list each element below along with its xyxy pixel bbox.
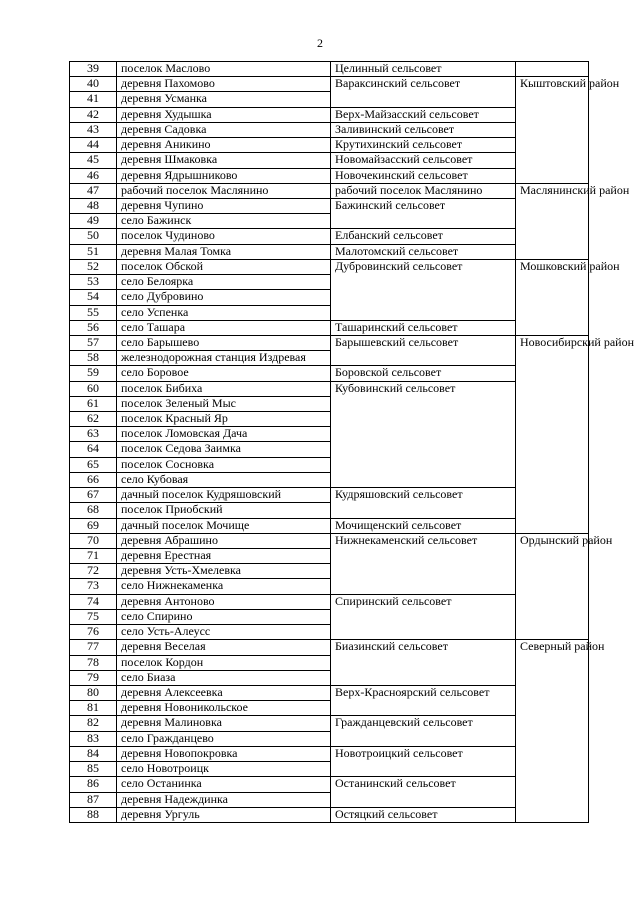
row-number: 55	[70, 305, 117, 320]
settlement-name: село Гражданцево	[117, 731, 331, 746]
table-row	[70, 62, 589, 77]
table-row	[70, 366, 589, 381]
row-number: 54	[70, 290, 117, 305]
row-number: 67	[70, 488, 117, 503]
settlement-name: поселок Обской	[117, 259, 331, 274]
district-name: Ордынский район	[516, 533, 589, 640]
council-name: Боровской сельсовет	[331, 366, 516, 381]
row-number: 62	[70, 412, 117, 427]
table-row	[70, 77, 589, 92]
council-name: Елбанский сельсовет	[331, 229, 516, 244]
settlement-name: деревня Малиновка	[117, 716, 331, 731]
settlements-table-body	[70, 61, 634, 823]
council-name: Заливинский сельсовет	[331, 122, 516, 137]
settlement-name: поселок Чудиново	[117, 229, 331, 244]
settlement-name: село Дубровино	[117, 290, 331, 305]
council-name: Малотомский сельсовет	[331, 244, 516, 259]
row-number: 48	[70, 198, 117, 213]
settlement-name: село Белоярка	[117, 275, 331, 290]
council-name: Вараксинский сельсовет	[331, 77, 516, 107]
row-number: 60	[70, 381, 117, 396]
settlement-name: село Новотроицк	[117, 762, 331, 777]
row-number: 64	[70, 442, 117, 457]
settlement-name: деревня Новоникольское	[117, 701, 331, 716]
row-number: 88	[70, 807, 117, 822]
row-number: 75	[70, 609, 117, 624]
council-name: Спиринский сельсовет	[331, 594, 516, 640]
row-number: 63	[70, 427, 117, 442]
row-number: 80	[70, 685, 117, 700]
settlement-name: село Кубовая	[117, 472, 331, 487]
settlement-name: поселок Бибиха	[117, 381, 331, 396]
district-name: Северный район	[516, 640, 589, 823]
council-name: Верх-Красноярский сельсовет	[331, 685, 516, 715]
row-number: 68	[70, 503, 117, 518]
settlement-name: деревня Алексеевка	[117, 685, 331, 700]
table-row	[70, 259, 589, 274]
table-row	[70, 640, 589, 655]
settlement-name: деревня Усть-Хмелевка	[117, 564, 331, 579]
table-row	[70, 198, 589, 213]
row-number: 65	[70, 457, 117, 472]
row-number: 69	[70, 518, 117, 533]
settlement-name: поселок Кордон	[117, 655, 331, 670]
settlement-name: село Ташара	[117, 320, 331, 335]
settlement-name: деревня Малая Томка	[117, 244, 331, 259]
settlement-name: село Бажинск	[117, 214, 331, 229]
table-row	[70, 122, 589, 137]
settlement-name: деревня Аникино	[117, 138, 331, 153]
council-name: Биазинский сельсовет	[331, 640, 516, 686]
settlements-table	[69, 61, 634, 823]
row-number: 72	[70, 564, 117, 579]
settlement-name: село Останинка	[117, 777, 331, 792]
row-number: 40	[70, 77, 117, 92]
row-number: 57	[70, 335, 117, 350]
council-name: Остяцкий сельсовет	[331, 807, 516, 822]
row-number: 41	[70, 92, 117, 107]
row-number: 76	[70, 625, 117, 640]
row-number: 82	[70, 716, 117, 731]
row-number: 42	[70, 107, 117, 122]
row-number: 77	[70, 640, 117, 655]
table-row	[70, 685, 589, 700]
table-row	[70, 594, 589, 609]
table-row	[70, 488, 589, 503]
row-number: 79	[70, 670, 117, 685]
district-name	[516, 62, 589, 77]
council-name: Дубровинский сельсовет	[331, 259, 516, 320]
council-name: Верх-Майзасский сельсовет	[331, 107, 516, 122]
row-number: 74	[70, 594, 117, 609]
settlement-name: село Барышево	[117, 335, 331, 350]
settlement-name: поселок Зеленый Мыс	[117, 396, 331, 411]
settlement-name: деревня Ургуль	[117, 807, 331, 822]
table-row	[70, 716, 589, 731]
row-number: 39	[70, 62, 117, 77]
settlement-name: деревня Садовка	[117, 122, 331, 137]
row-number: 71	[70, 549, 117, 564]
council-name: Ташаринский сельсовет	[331, 320, 516, 335]
table-row	[70, 533, 589, 548]
row-number: 56	[70, 320, 117, 335]
row-number: 70	[70, 533, 117, 548]
settlement-name: деревня Усманка	[117, 92, 331, 107]
table-row	[70, 807, 589, 822]
settlement-name: деревня Новопокровка	[117, 746, 331, 761]
table-row	[70, 168, 589, 183]
council-name: Новотроицкий сельсовет	[331, 746, 516, 776]
settlement-name: поселок Приобский	[117, 503, 331, 518]
table-row	[70, 107, 589, 122]
settlement-name: село Биаза	[117, 670, 331, 685]
settlement-name: село Усть-Алеусс	[117, 625, 331, 640]
settlement-name: деревня Веселая	[117, 640, 331, 655]
table-row	[70, 229, 589, 244]
settlement-name: железнодорожная станция Издревая	[117, 351, 331, 366]
council-name: Бажинский сельсовет	[331, 198, 516, 228]
row-number: 51	[70, 244, 117, 259]
row-number: 52	[70, 259, 117, 274]
row-number: 47	[70, 183, 117, 198]
settlement-name: поселок Седова Заимка	[117, 442, 331, 457]
row-number: 59	[70, 366, 117, 381]
table-row	[70, 381, 589, 396]
table-row	[70, 777, 589, 792]
row-number: 81	[70, 701, 117, 716]
row-number: 83	[70, 731, 117, 746]
settlement-name: село Успенка	[117, 305, 331, 320]
council-name: Барышевский сельсовет	[331, 335, 516, 365]
settlement-name: деревня Пахомово	[117, 77, 331, 92]
table-row	[70, 335, 589, 350]
row-number: 84	[70, 746, 117, 761]
settlement-name: село Спирино	[117, 609, 331, 624]
settlement-name: деревня Ерестная	[117, 549, 331, 564]
settlement-name: деревня Надеждинка	[117, 792, 331, 807]
settlement-name: рабочий поселок Маслянино	[117, 183, 331, 198]
council-name: Кудряшовский сельсовет	[331, 488, 516, 518]
council-name: Целинный сельсовет	[331, 62, 516, 77]
settlement-name: село Боровое	[117, 366, 331, 381]
settlement-name: поселок Сосновка	[117, 457, 331, 472]
table-row	[70, 183, 589, 198]
district-name: Маслянинский район	[516, 183, 589, 259]
council-name: Останинский сельсовет	[331, 777, 516, 807]
row-number: 85	[70, 762, 117, 777]
row-number: 44	[70, 138, 117, 153]
settlement-name: дачный поселок Кудряшовский	[117, 488, 331, 503]
table-row	[70, 138, 589, 153]
row-number: 73	[70, 579, 117, 594]
table-row	[70, 746, 589, 761]
row-number: 78	[70, 655, 117, 670]
settlement-name: деревня Чупино	[117, 198, 331, 213]
settlement-name: поселок Красный Яр	[117, 412, 331, 427]
settlement-name: деревня Худышка	[117, 107, 331, 122]
settlement-name: деревня Антоново	[117, 594, 331, 609]
district-name: Мошковский район	[516, 259, 589, 335]
table-row	[70, 518, 589, 533]
row-number: 49	[70, 214, 117, 229]
row-number: 46	[70, 168, 117, 183]
council-name: Кубовинский сельсовет	[331, 381, 516, 488]
settlement-name: деревня Абрашино	[117, 533, 331, 548]
row-number: 86	[70, 777, 117, 792]
table-row	[70, 153, 589, 168]
council-name: Гражданцевский сельсовет	[331, 716, 516, 746]
settlement-name: село Нижнекаменка	[117, 579, 331, 594]
district-name: Новосибирский район	[516, 335, 589, 533]
page-number: 2	[317, 36, 323, 50]
council-name: Новочекинский сельсовет	[331, 168, 516, 183]
settlement-name: поселок Ломовская Дача	[117, 427, 331, 442]
council-name: Новомайзасский сельсовет	[331, 153, 516, 168]
district-name: Кыштовский район	[516, 77, 589, 184]
settlement-name: деревня Ядрышниково	[117, 168, 331, 183]
row-number: 45	[70, 153, 117, 168]
settlement-name: дачный поселок Мочище	[117, 518, 331, 533]
table-row	[70, 244, 589, 259]
council-name: Крутихинский сельсовет	[331, 138, 516, 153]
row-number: 66	[70, 472, 117, 487]
row-number: 58	[70, 351, 117, 366]
table-row	[70, 320, 589, 335]
row-number: 50	[70, 229, 117, 244]
row-number: 87	[70, 792, 117, 807]
council-name: Нижнекаменский сельсовет	[331, 533, 516, 594]
settlement-name: поселок Маслово	[117, 62, 331, 77]
council-name: рабочий поселок Маслянино	[331, 183, 516, 198]
council-name: Мочищенский сельсовет	[331, 518, 516, 533]
row-number: 61	[70, 396, 117, 411]
row-number: 53	[70, 275, 117, 290]
settlement-name: деревня Шмаковка	[117, 153, 331, 168]
row-number: 43	[70, 122, 117, 137]
